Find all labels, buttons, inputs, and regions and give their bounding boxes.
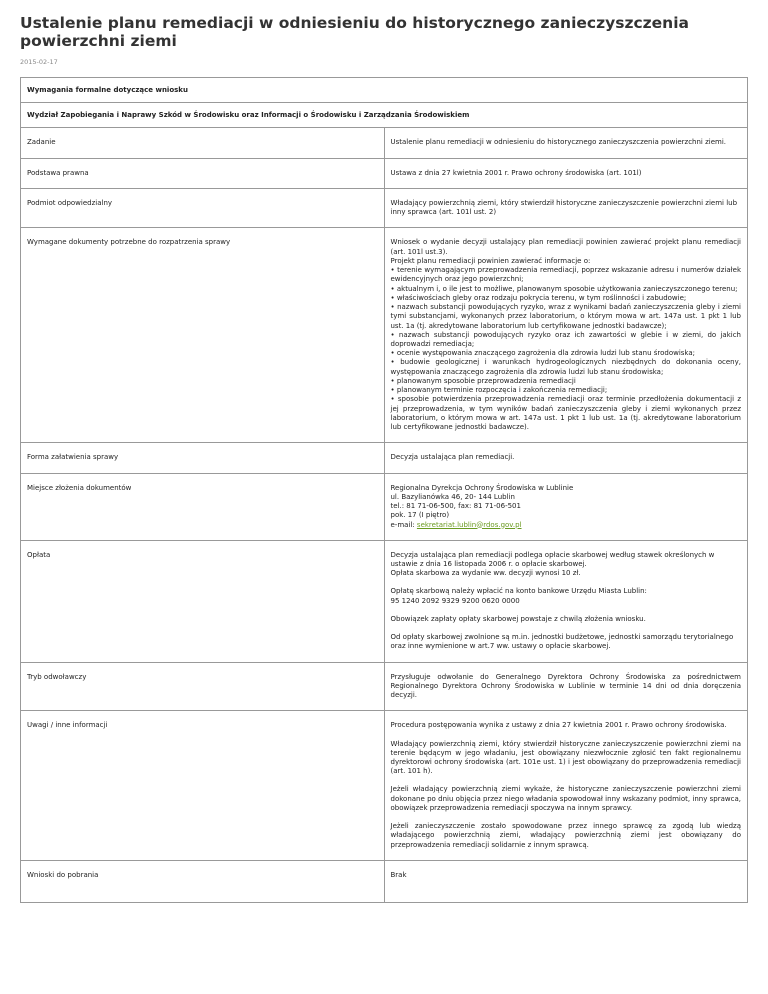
department-row [21,103,748,128]
note-paragraph: Jeżeli zanieczyszczenie zostało spowodowane przez innego sprawcę za zgodą lub wiedzą władającego powierzchnią ziemi, władający powierzchnią ziemi jest obowiązany do przeprowadzenia remediacji solidarnie z innym sprawcą. [390,822,741,849]
bank-info: Opłatę skarbową należy wpłacić na konto bankowe Urzędu Miasta Lublin: [390,587,647,596]
table-row [21,228,748,443]
doc-line: Projekt planu remediacji powinien zawierać informacje o: [390,256,591,265]
doc-line: • terenie wymagającym przeprowadzenia remediacji, poprzez wskazanie adresu i numerów działek ewidencyjnych oraz jego powierzchni; [390,266,741,284]
section-header-row [21,78,748,103]
address-line: tel.: 81 71-06-500, fax: 81 71-06-501 [390,502,521,511]
row-label-uwagi: Uwagi / inne informacji [21,711,385,861]
row-value-forma: Decyzja ustalająca plan remediacji. [384,443,748,473]
address-line: ul. Bazylianówka 46, 20- 144 Lublin [390,492,515,501]
doc-line: • planowanym sposobie przeprowadzenia remediacji [390,376,576,385]
row-value-dokumenty [384,228,748,443]
table-row [21,443,748,473]
doc-line: • właściwościach gleby oraz rodzaju pokrycia terenu, w tym roślinności i zabudowie; [390,293,687,302]
row-label-tryb: Tryb odwoławczy [21,662,385,711]
fee-text: Decyzja ustalająca plan remediacji podlega opłacie skarbowej według stawek określonych w ustawie z dnia 16 listopada 2006 r. o opłacie skarbowej. [390,550,715,568]
row-value-podmiot: Władający powierzchnią ziemi, który stwierdził historyczne zanieczyszczenie powierzchni ziemi lub inny sprawca (art. 101l ust. 2) [384,188,748,227]
row-label-podstawa: Podstawa prawna [21,158,385,188]
email-link[interactable]: sekretariat.lublin@rdos.gov.pl [416,520,522,529]
table-row [21,188,748,227]
row-label-podmiot: Podmiot odpowiedzialny [21,188,385,227]
doc-line: • nazwach substancji powodujących ryzyko, wraz z wynikami badań zanieczyszczenia gleby i ziemi tymi substancjami, wykonanych przez laboratorium, o którym mowa w art. 147a ust. 1 pkt 1 lub ust. 1a (tj. akredytowane laboratorium lub certyfikowane jednostki badawcze); [390,303,741,330]
table-row [21,473,748,540]
email-label: e-mail: [390,520,417,529]
table-row [21,128,748,158]
doc-line: • aktualnym i, o ile jest to możliwe, planowanym sposobie użytkowania zanieczyszczonego terenu; [390,284,738,293]
row-value-wnioski: Brak [384,860,748,902]
requirements-table [20,77,748,903]
publication-date: 2015-02-17 [20,58,58,66]
page-title: Ustalenie planu remediacji w odniesieniu do historycznego zanieczyszczenia powierzchni ziemi [20,14,689,50]
row-label-dokumenty: Wymagane dokumenty potrzebne do rozpatrzenia sprawy [21,228,385,443]
table-row [21,860,748,902]
row-label-oplata: Opłata [21,540,385,662]
row-value-podstawa: Ustawa z dnia 27 kwietnia 2001 r. Prawo ochrony środowiska (art. 101l) [384,158,748,188]
note-paragraph: Procedura postępowania wynika z ustawy z dnia 27 kwietnia 2001 r. Prawo ochrony środowiska. [390,721,727,730]
row-label-zadanie: Zadanie [21,128,385,158]
row-value-miejsce [384,473,748,540]
doc-line: • budowie geologicznej i warunkach hydrogeologicznych niezbędnych do dokonania oceny, występowania znaczącego zagrożenia dla zdrowia ludzi lub stanu środowiska; [390,358,741,376]
table-row [21,662,748,711]
row-label-forma: Forma załatwienia sprawy [21,443,385,473]
row-value-uwagi [384,711,748,861]
table-row [21,711,748,861]
doc-line: • ocenie występowania znaczącego zagrożenia dla zdrowia ludzi lub stanu środowiska; [390,349,696,358]
row-value-zadanie: Ustalenie planu remediacji w odniesieniu do historycznego zanieczyszczenia powierzchni ziemi. [384,128,748,158]
table-row [21,158,748,188]
fee-amount: Opłata skarbowa za wydanie ww. decyzji wynosi 10 zł. [390,569,581,578]
table-row [21,540,748,662]
note-paragraph: Jeżeli władający powierzchnią ziemi wykaże, że historyczne zanieczyszczenie powierzchni ziemi dokonane po dniu objęcia przez niego władania spowodował inny wskazany podmiot, inny sprawca, obowiązek przeprowadzenia remediacji spoczywa na innym sprawcy. [390,785,741,812]
section-header: Wymagania formalne dotyczące wniosku [21,78,748,103]
email-line [391,521,742,530]
doc-line: • nazwach substancji powodujących ryzyko oraz ich zawartości w glebie i w ziemi, do jakich doprowadzi remediacja; [390,330,741,348]
row-value-oplata [384,540,748,662]
fee-obligation: Obowiązek zapłaty opłaty skarbowej powstaje z chwilą złożenia wniosku. [390,614,646,623]
row-label-wnioski: Wnioski do pobrania [21,860,385,902]
address-line: Regionalna Dyrekcja Ochrony Środowiska w Lublinie [390,483,574,492]
doc-line: Wniosek o wydanie decyzji ustalający plan remediacji powinien zawierać projekt planu remediacji (art. 101l ust.3). [390,238,741,256]
row-label-miejsce: Miejsce złożenia dokumentów [21,473,385,540]
address-line: pok. 17 (I piętro) [390,511,450,520]
fee-exemption: Od opłaty skarbowej zwolnione są m.in. jednostki budżetowe, jednostki samorządu terytorialnego oraz inne wymienione w art.7 ww. ustawy o opłacie skarbowej. [390,633,734,651]
row-value-tryb: Przysługuje odwołanie do Generalnego Dyrektora Ochrony Środowiska za pośrednictwem Regionalnego Dyrektora Ochrony Środowiska w Lublinie w terminie 14 dni od dnia doręczenia decyzji. [384,662,748,711]
bank-account: 95 1240 2092 9329 9200 0620 0000 [390,596,520,605]
note-paragraph: Władający powierzchnią ziemi, który stwierdził historyczne zanieczyszczenie powierzchni ziemi na terenie będącym w jego władaniu, jest obowiązany niezwłocznie zgłosić ten fakt regionalnemu dyrektorowi ochrony środowiska (art. 101e ust. 1) i jest obowiązany do przeprowadzenia remediacji (art. 101 h). [390,739,741,776]
doc-line: • planowanym terminie rozpoczęcia i zakończenia remediacji; [390,386,608,395]
doc-line: • sposobie potwierdzenia przeprowadzenia remediacji oraz terminie przedłożenia dokumentacji z jej przeprowadzenia, w tym wyników badań zanieczyszczenia gleby i ziemi wykonanych przez laboratorium, o którym mowa w art. 147a ust. 1 pkt 1 lub ust. 1a (tj. akredytowane laboratorium lub certyfikowane jednostki badawcze). [390,395,741,432]
department-name: Wydział Zapobiegania i Naprawy Szkód w Środowisku oraz Informacji o Środowisku i Zarządzania Środowiskiem [21,103,748,128]
